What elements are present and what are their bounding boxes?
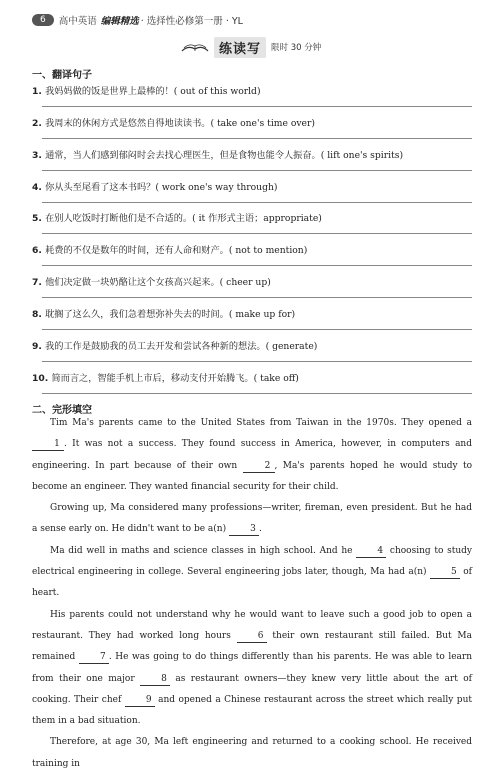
header-subtitle: · 选择性必修第一册 · YL [140, 16, 243, 27]
cloze-passage [32, 413, 472, 775]
blank-6[interactable]: 6 [237, 631, 267, 643]
cloze-paragraph: Tim Ma's parents came to the United States from Taiwan in the 1970s. They opened a 1 . It was not a success. They found success in America, however, in computers and engineering. In part because of their own 2 , Ma's parents hoped he would study to become an engineer. They wanted financial security for their child. [32, 418, 472, 492]
answer-line[interactable] [42, 202, 472, 203]
blank-3[interactable]: 3 [229, 524, 259, 536]
cloze-paragraph: His parents could not understand why he would want to leave such a good job to open a restaurant. They had worked long hours 6 their own restaurant still failed. But Ma remained 7 . He was going to do things differently than his parents. He was able to learn from their one major 8 as restaurant owners—they knew very little about the art of cooking. Their chef 9 and opened a Chinese restaurant across the street which really put them in a bad situation. [32, 609, 473, 727]
translation-item: 8. 耽搁了这么久，我们急着想弥补失去的时间。( make up for) [32, 309, 296, 320]
cloze-paragraph: Therefore, at age 30, Ma left engineering and returned to a cooking school. He received training in [32, 737, 472, 769]
section-heading-translation: 一、翻译句子 [32, 70, 92, 81]
answer-line[interactable] [42, 265, 472, 266]
cloze-paragraph: Ma did well in maths and science classes in high school. And he 4 choosing to study electrical engineering in college. Several engineering jobs later, though, Ma had a(n) 5 of heart. [32, 545, 472, 599]
answer-line[interactable] [42, 106, 472, 107]
page-number-badge: 6 [32, 14, 54, 26]
blank-7[interactable]: 7 [79, 652, 109, 664]
blank-9[interactable]: 9 [125, 695, 155, 707]
header-subject: 高中英语 [58, 16, 97, 27]
answer-line[interactable] [42, 329, 472, 330]
blank-1[interactable]: 1 [32, 439, 64, 451]
translation-item: 3. 通常，当人们感到郁闷时会去找心理医生，但是食物也能令人振奋。( lift one's spirits) [32, 150, 404, 161]
answer-line[interactable] [42, 170, 472, 171]
header-brand: 编辑精选 [100, 16, 139, 27]
blank-2[interactable]: 2 [243, 461, 275, 473]
answer-line[interactable] [42, 393, 472, 394]
blank-8[interactable]: 8 [140, 674, 170, 686]
translation-item: 5. 在别人吃饭时打断他们是不合适的。( it 作形式主语；appropriate) [32, 213, 322, 224]
book-icon [180, 40, 210, 54]
answer-line[interactable] [42, 361, 472, 362]
time-limit: 限时 30 分钟 [271, 43, 322, 53]
answer-line[interactable] [42, 233, 472, 234]
cloze-paragraph: Growing up, Ma considered many professions—writer, fireman, even president. But he had a sense early on. He didn't want to be a(n) 3 . [32, 503, 472, 535]
exercise-title-bar [180, 37, 321, 57]
section-heading-cloze: 二、完形填空 [32, 405, 92, 416]
page-header [32, 12, 243, 28]
blank-4[interactable]: 4 [356, 546, 386, 558]
translation-item: 2. 我周末的休闲方式是悠然自得地读读书。( take one's time over) [32, 118, 315, 129]
translation-item: 9. 我的工作是鼓励我的员工去开发和尝试各种新的想法。( generate) [32, 341, 318, 352]
translation-item: 4. 你从头至尾看了这本书吗？( work one's way through) [32, 182, 278, 193]
exercise-title: 练读写 [214, 37, 266, 58]
blank-5[interactable]: 5 [430, 567, 460, 579]
translation-item: 7. 他们决定做一块奶酪让这个女孩高兴起来。( cheer up) [32, 277, 271, 288]
translation-item: 6. 耗费的不仅是数年的时间，还有人命和财产。( not to mention) [32, 245, 308, 256]
answer-line[interactable] [42, 138, 472, 139]
answer-line[interactable] [42, 297, 472, 298]
translation-item: 1. 我妈妈做的饭是世界上最棒的！( out of this world) [32, 86, 261, 97]
translation-item: 10. 简而言之，智能手机上市后，移动支付开始腾飞。( take off) [32, 373, 299, 384]
